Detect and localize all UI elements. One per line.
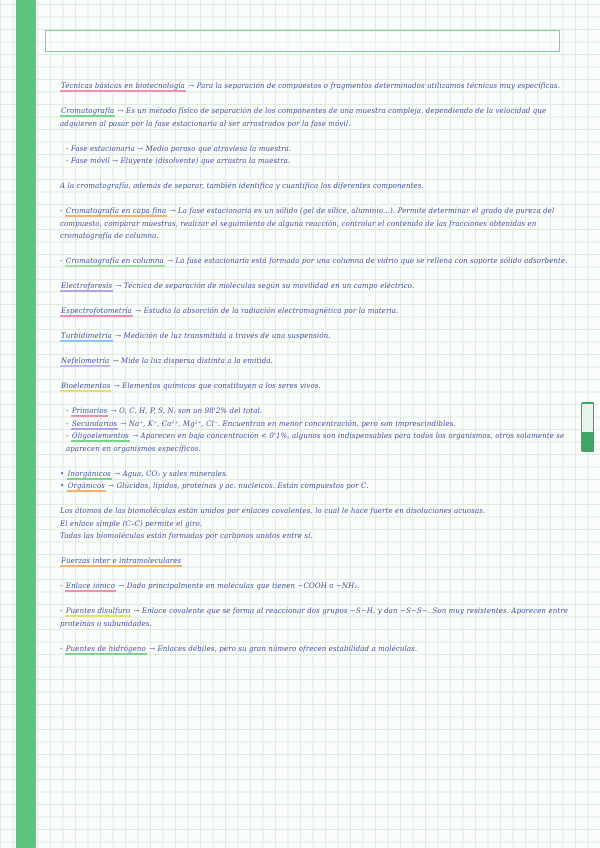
term-hidrogeno: Puentes de hidrógeno <box>65 644 146 653</box>
note-columna: - Cromatografía en columna → La fase estacionaria está formada por una columna de vidrio que se rellena con soporte sólido adsorbente. <box>60 257 568 265</box>
text-capa-fina: → La fase estacionaria es un sólido (gel de sílice, aluminio...). Permite determinar el grado de pureza del compuesto, comparar muestras, realizar el seguimiento de alguna reacción, controlar el contenido de las fracciones obtenidas en cromatografía de columna. <box>60 207 555 240</box>
text-espectrofotometria: → Estudia la absorción de la radiación electromagnética por la materia. <box>132 307 399 315</box>
text-electroforesis: → Técnica de separación de moléculas según su movilidad en un campo eléctrico. <box>113 282 415 290</box>
page-tab-label <box>582 404 593 432</box>
term-organicos: Orgánicos <box>67 482 105 490</box>
margin-bar <box>16 0 36 848</box>
text-secundarios: → Na⁺, K⁺, Ca²⁺, Mg²⁺, Cl⁻. Encuentran en menor concentración, pero son imprescindibles. <box>118 419 456 428</box>
note-bioelementos <box>60 380 582 393</box>
text-nefelometria: → Mide la luz dispersa distinta a la emitida. <box>110 357 273 365</box>
note-disulfuro: - Puentes disulfuro → Enlace covalente que se forma al reaccionar dos grupos −S−H, y dan −S−S−. Son muy resistentes. Aparecen entre proteínas o subunidades. <box>60 607 569 628</box>
note-inorganicos: • Inorgánicos → Agua, CO₂ y sales minerales. <box>60 469 229 478</box>
text-hidrogeno: → Enlaces débiles, pero su gran número ofrecen estabilidad a moléculas. <box>146 644 418 653</box>
note-secundarios: - Secundarios → Na⁺, K⁺, Ca²⁺, Mg²⁺, Cl⁻. Encuentran en menor concentración, pero son imprescindibles. <box>66 419 456 428</box>
note-fase-movil: - Fase móvil → Eluyente (disolvente) que arrastra la muestra. <box>66 157 291 165</box>
text-organicos: → Glúcidos, lípidos, proteínas y ac. nucleicos. Están compuestos por C. <box>105 482 369 490</box>
note-espectrofotometria <box>60 305 582 318</box>
text-primarios: → O, C, H, P, S, N. son un 98'2% del total. <box>108 407 263 415</box>
text-disulfuro: → Enlace covalente que se forma al reaccionar dos grupos −S−H, y dan −S−S−. Son muy resistentes. Aparecen entre proteínas o subunidades. <box>60 607 569 628</box>
term-primarios: Primarios <box>71 407 108 415</box>
note-ionico: - Enlace iónico → Dado principalmente en moléculas que tienen −COOH o −NH₂. <box>60 582 360 590</box>
note-enlaces-1: Los átomos de las biomoléculas están unidos por enlaces covalentes, lo cual le hace fuerte en disoluciones acuosas. <box>60 507 486 515</box>
term-disulfuro: Puentes disulfuro <box>65 607 131 615</box>
term-oligoelementos: Oligoelementos <box>71 432 129 440</box>
term-columna: Cromatografía en columna <box>65 257 164 265</box>
term-intro: Técnicas básicas en biotecnología <box>61 82 185 90</box>
text-turbidimetria: → Medición de luz transmitida a través de una suspensión. <box>112 332 331 340</box>
text-ionico: → Dado principalmente en moléculas que tienen −COOH o −NH₂. <box>116 582 360 590</box>
note-enlaces-3: Todas las biomoléculas están formadas por carbonos unidos entre sí. <box>60 532 313 540</box>
term-turbidimetria: Turbidimetría <box>61 332 112 340</box>
handwritten-notes <box>60 80 582 655</box>
term-capa-fina: Cromatografía en capa fina <box>65 207 167 215</box>
term-ionico: Enlace iónico <box>65 582 116 590</box>
term-nefelometria: Nefelometría <box>61 357 110 365</box>
note-oligoelementos: - Oligoelementos → Aparecen en baja concentración < 0'1%, algunos son indispensables para todos los organismos, otros solamente se aparecen en organismos específicos. <box>66 432 565 453</box>
note-fase-estacionaria: - Fase estacionaria → Medio poroso que atraviesa la muestra. <box>66 144 292 153</box>
note-fuerzas <box>60 555 582 568</box>
note-turbidimetria <box>60 330 582 343</box>
header-box <box>45 30 560 52</box>
term-electroforesis: Electroforesis <box>61 282 113 290</box>
text-columna: → La fase estacionaria está formada por una columna de vidrio que se rellena con soporte sólido adsorbente. <box>164 257 568 265</box>
text-fase-estacionaria: → Medio poroso que atraviesa la muestra. <box>134 144 292 153</box>
note-organicos: • Orgánicos → Glúcidos, lípidos, proteínas y ac. nucleicos. Están compuestos por C. <box>60 482 369 490</box>
term-fase-estacionaria: Fase estacionaria <box>70 144 135 153</box>
text-intro: → Para la separación de compuestos o fragmentos determinados utilizamos técnicas muy específicas. <box>185 82 561 90</box>
term-fuerzas: Fuerzas inter e intramoleculares <box>61 557 182 565</box>
text-chromatography: → Es un método físico de separación de los componentes de una muestra compleja, dependiendo de la velocidad que adquieren al pasar por la fase estacionaria al ser arrastrados por la fase móvil. <box>60 107 547 128</box>
term-secundarios: Secundarios <box>71 419 118 428</box>
note-enlaces-2: El enlace simple (C–C) permite el giro. <box>60 519 203 528</box>
text-oligoelementos: → Aparecen en baja concentración < 0'1%, algunos son indispensables para todos los organismos, otros solamente se aparecen en organismos específicos. <box>66 432 565 453</box>
note-intro <box>60 80 582 93</box>
note-nefelometria <box>60 355 582 368</box>
text-bioelementos: → Elementos químicos que constituyen a los seres vivos. <box>111 382 321 390</box>
text-inorganicos: → Agua, CO₂ y sales minerales. <box>111 469 229 478</box>
note-capa-fina: - Cromatografía en capa fina → La fase estacionaria es un sólido (gel de sílice, aluminio...). Permite determinar el grado de pureza del compuesto, comparar muestras, realizar el seguimiento de alguna reacción, controlar el contenido de las fracciones obtenidas en cromatografía de columna. <box>60 207 555 240</box>
term-espectrofotometria: Espectrofotometría <box>61 307 132 315</box>
term-chromatography: Cromatografía <box>61 107 115 115</box>
text-fase-movil: → Eluyente (disolvente) que arrastra la muestra. <box>109 157 291 165</box>
term-fase-movil: Fase móvil <box>70 157 110 165</box>
term-bioelementos: Bioelementos <box>61 382 111 390</box>
note-electroforesis <box>60 280 582 293</box>
note-chromatography <box>60 105 582 130</box>
note-chromatography-summary: A la cromatografía, además de separar, también identifica y cuantifica los diferentes componentes. <box>60 182 424 190</box>
note-hidrogeno: - Puentes de hidrógeno → Enlaces débiles, pero su gran número ofrecen estabilidad a moléculas. <box>60 644 418 653</box>
term-inorganicos: Inorgánicos <box>67 469 111 478</box>
note-primarios: - Primarios → O, C, H, P, S, N. son un 98'2% del total. <box>66 407 263 415</box>
